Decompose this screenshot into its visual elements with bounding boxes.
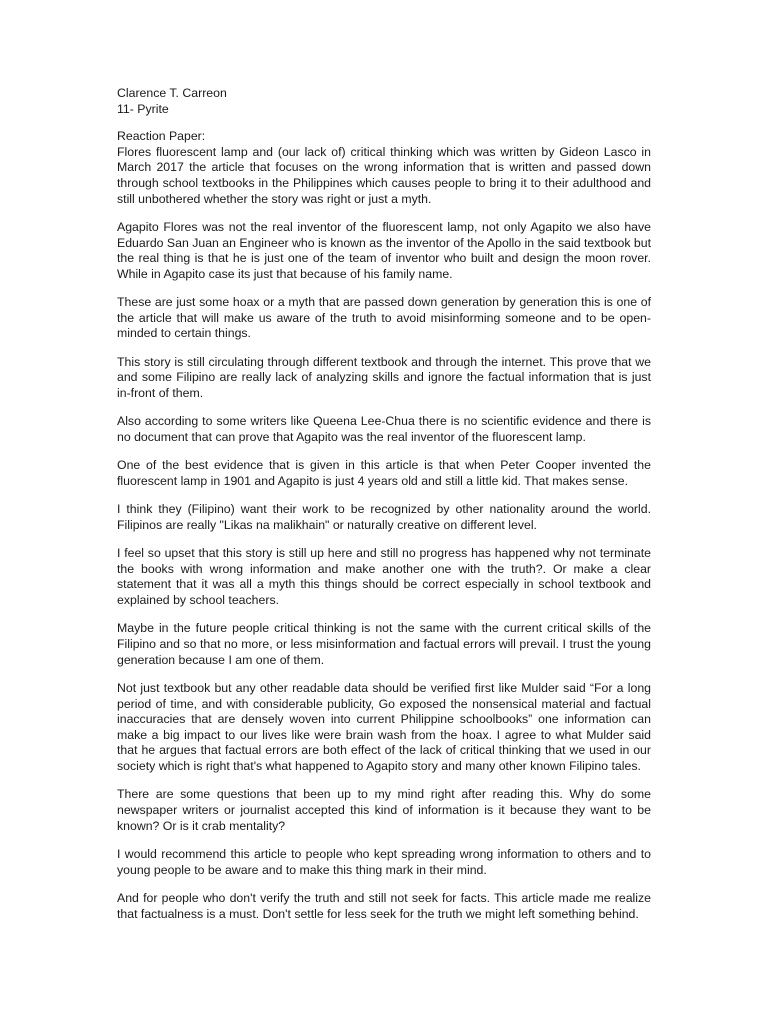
paragraph-13: And for people who don't verify the truth and still not seek for facts. This article made me realize that factualness is a must. Don't settle for less seek for the truth we might left something behind. — [117, 890, 651, 921]
paragraph-7: I think they (Filipino) want their work to be recognized by other nationality around the world. Filipinos are really "Likas na malikhain" or naturally creative on different level. — [117, 502, 651, 532]
document-label: Reaction Paper: — [117, 129, 206, 144]
paragraph-1: Flores fluorescent lamp and (our lack of) critical thinking which was written by Gideon Lasco in March 2017 the article that focuses on the wrong information that is written and passed down through school textbooks in the Philippines which causes people to bring it to their adulthood and still unbothered whether the story was right or just a myth. — [117, 144, 651, 206]
document-page — [117, 86, 651, 935]
author-name: Clarence T. Carreon — [117, 86, 227, 100]
class-section: 11- Pyrite — [117, 101, 169, 116]
paragraph-9: Maybe in the future people critical thinking is not the same with the current critical skills of the Filipino and so that no more, or less misinformation and factual errors will prevail. I trust the young generation because I am one of them. — [117, 621, 651, 667]
paragraph-8: I feel so upset that this story is still up here and still no progress has happened why not terminate the books with wrong information and make another one with the truth?. Or make a clear statement that it was all a myth this things should be correct especially in school textbook and explained by school teachers. — [117, 546, 651, 608]
paragraph-6: One of the best evidence that is given in this article is that when Peter Cooper invented the fluorescent lamp in 1901 and Agapito is just 4 years old and still a little kid. That makes sense. — [117, 458, 651, 488]
paragraph-11: There are some questions that been up to my mind right after reading this. Why do some newspaper writers or journalist accepted this kind of information is it because they want to be known? Or is it crab mentality? — [117, 787, 651, 833]
paragraph-10: Not just textbook but any other readable data should be verified first like Mulder said “For a long period of time, and with considerable publicity, Go exposed the nonsensical material and factual inaccuracies that are densely woven into current Philippine schoolbooks” one information can make a big impact to our lives like were brain wash from the hoax. I agree to what Mulder said that he argues that factual errors are both effect of the lack of critical thinking that we used in our society which is right that's what happened to Agapito story and many other known Filipino tales. — [117, 680, 651, 773]
header-spacer — [117, 117, 651, 129]
paragraph-4: This story is still circulating through different textbook and through the internet. This prove that we and some Filipino are really lack of analyzing skills and ignore the factual information that is just in-front of them. — [117, 354, 651, 400]
paragraph-2: Agapito Flores was not the real inventor of the fluorescent lamp, not only Agapito we also have Eduardo San Juan an Engineer who is known as the inventor of the Apollo in the said textbook but the real thing is that he is just one of the team of inventor who built and design the moon rover. While in Agapito case its just that because of his family name. — [117, 219, 651, 281]
paragraph-3: These are just some hoax or a myth that are passed down generation by generation this is one of the article that will make us aware of the truth to avoid misinforming someone and to be open-minded to certain things. — [117, 295, 651, 341]
paragraph-12: I would recommend this article to people who kept spreading wrong information to others and to young people to be aware and to make this thing mark in their mind. — [117, 846, 651, 877]
paragraph-5: Also according to some writers like Queena Lee-Chua there is no scientific evidence and there is no document that can prove that Agapito was the real inventor of the fluorescent lamp. — [117, 414, 651, 444]
